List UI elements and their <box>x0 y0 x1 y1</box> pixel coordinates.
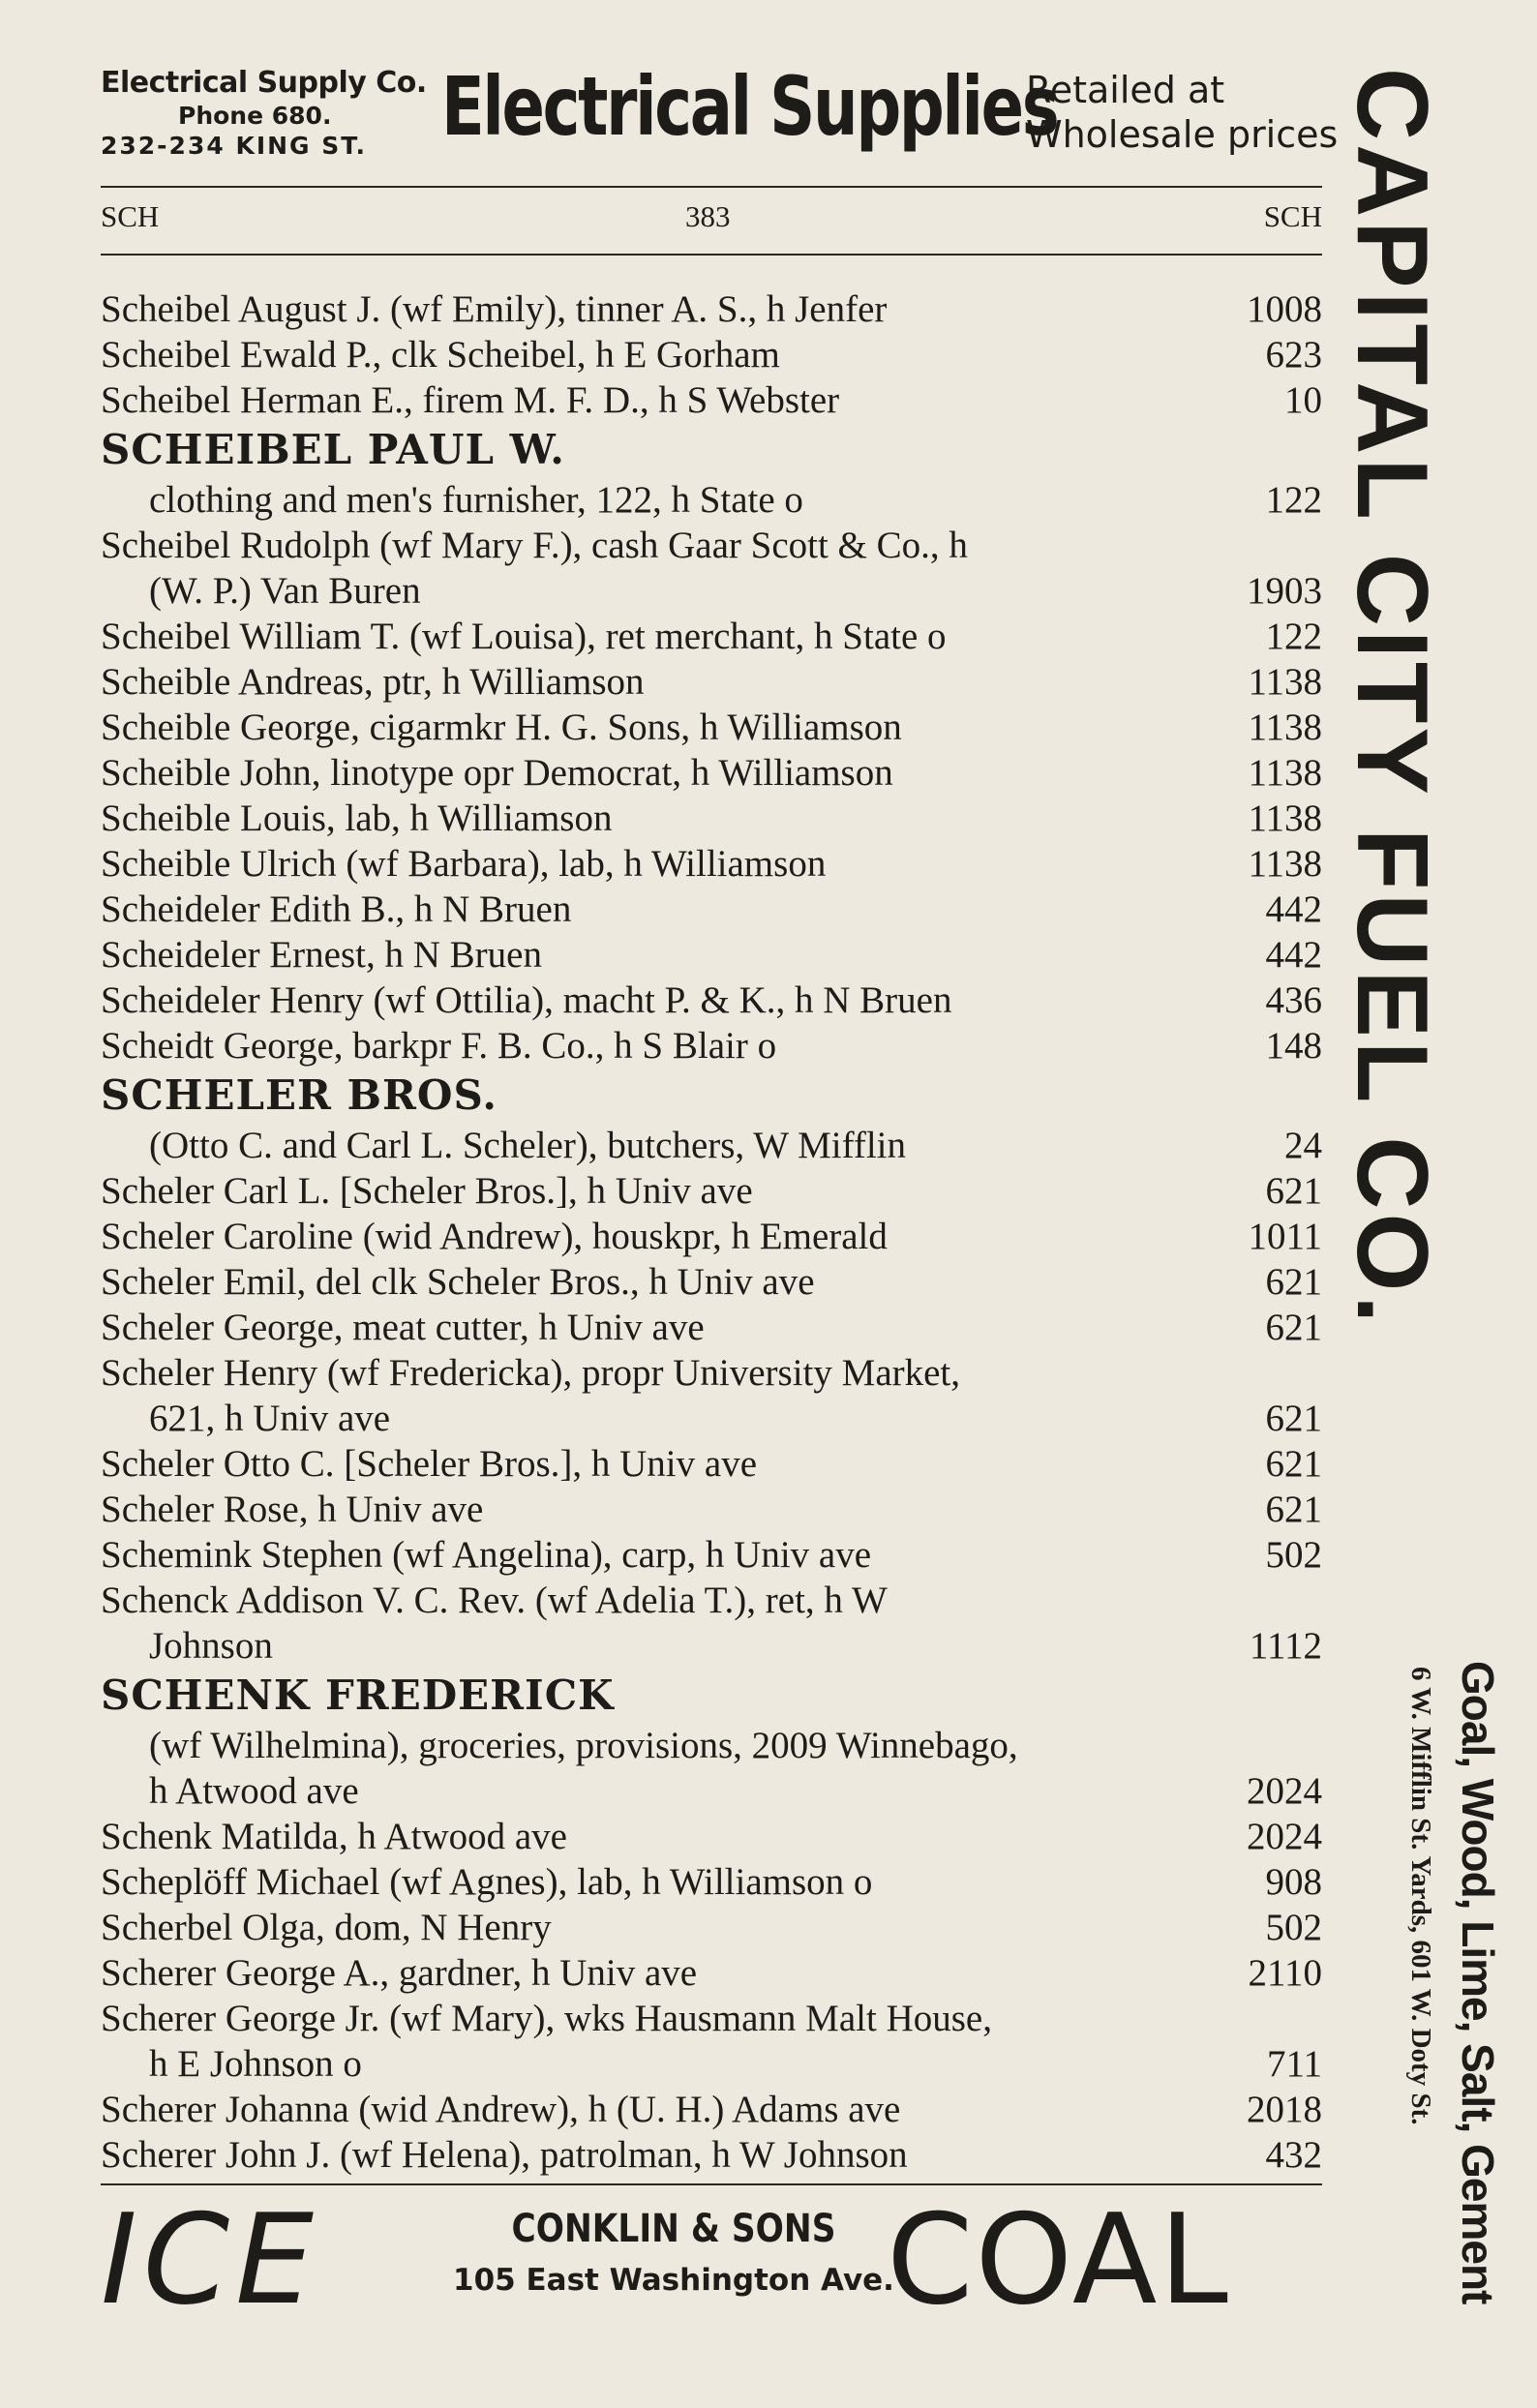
top-rule <box>101 186 1322 188</box>
listing-number: 122 <box>1265 479 1322 521</box>
listing-number: 502 <box>1265 1534 1322 1576</box>
listing-heading <box>101 1069 1322 1123</box>
listing-name: Scherer George Jr. (wf Mary), wks Hausmann Malt House, <box>101 1998 992 2039</box>
listing-name: Scheler George, meat cutter, h Univ ave <box>101 1307 705 1348</box>
listing-name: Schenk Matilda, h Atwood ave <box>101 1816 567 1857</box>
top-ad-headline: Electrical Supplies <box>441 59 1058 154</box>
listing-name: Scheible John, linotype opr Democrat, h Williamson <box>101 752 893 794</box>
listing-name: Scheidt George, barkpr F. B. Co., h S Blair o <box>101 1025 777 1067</box>
listing-name: Scheplöff Michael (wf Agnes), lab, h Williamson o <box>101 1861 873 1903</box>
listing-number: 1903 <box>1247 570 1322 612</box>
listing-number: 1112 <box>1249 1625 1322 1667</box>
listing-name: Scheler Emil, del clk Scheler Bros., h Univ ave <box>101 1261 815 1303</box>
listing-number: 1138 <box>1248 707 1322 748</box>
listing-number: 1138 <box>1248 798 1322 839</box>
listing-number: 2024 <box>1247 1816 1322 1857</box>
listing-row <box>101 1214 1322 1259</box>
listing-name: Scheideler Edith B., h N Bruen <box>101 888 572 930</box>
listing-heading-name: SCHENK FREDERICK <box>101 1671 615 1719</box>
listing-row <box>101 1814 1322 1859</box>
listing-number: 24 <box>1284 1125 1322 1166</box>
listing-name: Johnson <box>149 1625 273 1667</box>
listing-row <box>101 332 1322 377</box>
listing-row <box>101 659 1322 705</box>
listing-name: Scherbel Olga, dom, N Henry <box>101 1907 552 1948</box>
listing-number: 1011 <box>1248 1216 1322 1257</box>
listing-heading-name: SCHELER BROS. <box>101 1071 497 1119</box>
header-rule <box>101 254 1322 256</box>
listing-number: 148 <box>1265 1025 1322 1067</box>
listing-number: 1138 <box>1248 661 1322 703</box>
listing-name: Scherer John J. (wf Helena), patrolman, h W Johnson <box>101 2134 908 2176</box>
listing-name: Scheible Ulrich (wf Barbara), lab, h Williamson <box>101 843 827 885</box>
listing-heading <box>101 1669 1322 1723</box>
listing-number: 122 <box>1265 616 1322 657</box>
listing-name: 621, h Univ ave <box>149 1398 391 1439</box>
listing-row <box>101 477 1322 523</box>
listing-name: (wf Wilhelmina), groceries, provisions, 2009 Winnebago, <box>149 1725 1018 1766</box>
listing-number: 502 <box>1265 1907 1322 1948</box>
listing-row <box>101 2041 1322 2087</box>
listing-number: 621 <box>1265 1489 1322 1530</box>
listing-row <box>101 1441 1322 1487</box>
listing-number: 1138 <box>1248 752 1322 794</box>
listing-row <box>101 1487 1322 1532</box>
listing-name: Scheible Andreas, ptr, h Williamson <box>101 661 645 703</box>
listing-name: Scheler Caroline (wid Andrew), houskpr, h Emerald <box>101 1216 888 1257</box>
listing-row <box>101 1905 1322 1950</box>
directory-listings <box>101 286 1322 2178</box>
listing-number: 908 <box>1265 1861 1322 1903</box>
listing-name: Scheibel Rudolph (wf Mary F.), cash Gaar Scott & Co., h <box>101 525 968 566</box>
top-ad-tagline-2: Wholesale prices <box>1026 113 1339 157</box>
listing-row <box>101 841 1322 887</box>
listing-name: Scheibel Herman E., firem M. F. D., h S Webster <box>101 379 840 421</box>
listing-row <box>101 1723 1322 1768</box>
listing-name: clothing and men's furnisher, 122, h State o <box>149 479 803 521</box>
top-advertisement <box>101 59 1339 178</box>
listing-number: 1008 <box>1247 288 1322 330</box>
listing-name: Scherer George A., gardner, h Univ ave <box>101 1952 698 1994</box>
listing-heading <box>101 423 1322 477</box>
listing-row <box>101 796 1322 841</box>
top-ad-company-block <box>101 66 430 160</box>
listing-number: 621 <box>1265 1170 1322 1212</box>
listing-number: 621 <box>1265 1307 1322 1348</box>
side-advertisement <box>1334 68 1527 2323</box>
listing-row <box>101 1996 1322 2041</box>
listing-number: 432 <box>1265 2134 1322 2176</box>
listing-row <box>101 750 1322 796</box>
listing-name: Scheible George, cigarmkr H. G. Sons, h Williamson <box>101 707 902 748</box>
listing-row <box>101 1950 1322 1996</box>
listing-row <box>101 1578 1322 1623</box>
listing-number: 621 <box>1265 1398 1322 1439</box>
listing-number: 1138 <box>1248 843 1322 885</box>
listing-name: h E Johnson o <box>149 2043 362 2085</box>
listing-row <box>101 2087 1322 2132</box>
listing-row <box>101 568 1322 614</box>
listing-name: Scheideler Ernest, h N Bruen <box>101 934 542 976</box>
running-head <box>101 199 1322 242</box>
listing-row <box>101 286 1322 332</box>
listing-number: 442 <box>1265 934 1322 976</box>
listing-number: 623 <box>1265 334 1322 376</box>
listing-row <box>101 1259 1322 1305</box>
side-ad-company: CAPITAL CITY FUEL CO. <box>1336 68 1448 1328</box>
listing-name: Scheler Carl L. [Scheler Bros.], h Univ ave <box>101 1170 753 1212</box>
listing-name: (W. P.) Van Buren <box>149 570 421 612</box>
listing-row <box>101 887 1322 932</box>
listing-number: 436 <box>1265 979 1322 1021</box>
listing-heading-name: SCHEIBEL PAUL W. <box>101 426 565 473</box>
page-number: 383 <box>685 199 731 233</box>
listing-name: Scheibel August J. (wf Emily), tinner A. S., h Jenfer <box>101 288 888 330</box>
listing-name: Scheler Rose, h Univ ave <box>101 1489 484 1530</box>
listing-row <box>101 1532 1322 1578</box>
listing-row <box>101 978 1322 1023</box>
listing-name: (Otto C. and Carl L. Scheler), butchers, W Mifflin <box>149 1125 907 1166</box>
listing-number: 621 <box>1265 1261 1322 1303</box>
bottom-advertisement <box>101 2188 1330 2333</box>
listing-row <box>101 1305 1322 1350</box>
top-ad-company: Electrical Supply Co. <box>101 66 427 100</box>
listing-row <box>101 2132 1322 2178</box>
listing-number: 2024 <box>1247 1770 1322 1812</box>
listing-row <box>101 1350 1322 1396</box>
running-head-right: SCH <box>1263 199 1322 233</box>
listing-number: 621 <box>1265 1443 1322 1485</box>
listing-name: h Atwood ave <box>149 1770 359 1812</box>
listing-row <box>101 523 1322 568</box>
listing-name: Schenck Addison V. C. Rev. (wf Adelia T.), ret, h W <box>101 1580 888 1621</box>
listing-row <box>101 1859 1322 1905</box>
running-head-left: SCH <box>101 199 160 233</box>
side-ad-products: Goal, Wood, Lime, Salt, Gement <box>1453 1661 1503 2304</box>
listing-row <box>101 1023 1322 1069</box>
top-ad-phone: Phone 680. <box>178 102 332 130</box>
listing-row <box>101 1168 1322 1214</box>
listing-row <box>101 932 1322 978</box>
bottom-ad-coal: COAL <box>887 2188 1230 2333</box>
top-ad-address: 232-234 KING ST. <box>101 132 368 160</box>
listing-row <box>101 1123 1322 1168</box>
listing-name: Scheibel Ewald P., clk Scheibel, h E Gorham <box>101 334 780 376</box>
listing-name: Scheibel William T. (wf Louisa), ret merchant, h State o <box>101 616 947 657</box>
bottom-ad-company-block <box>453 2207 894 2298</box>
listing-number: 10 <box>1284 379 1322 421</box>
listing-name: Scheler Henry (wf Fredericka), propr University Market, <box>101 1352 961 1394</box>
listing-name: Schemink Stephen (wf Angelina), carp, h Univ ave <box>101 1534 872 1576</box>
listing-number: 711 <box>1266 2043 1322 2085</box>
listing-row <box>101 1396 1322 1441</box>
top-ad-tagline-1: Retailed at <box>1026 69 1225 111</box>
listing-name: Scheler Otto C. [Scheler Bros.], h Univ ave <box>101 1443 758 1485</box>
listing-row <box>101 705 1322 750</box>
listing-row <box>101 1768 1322 1814</box>
listing-name: Scherer Johanna (wid Andrew), h (U. H.) Adams ave <box>101 2089 901 2130</box>
listing-row <box>101 614 1322 659</box>
listing-name: Scheideler Henry (wf Ottilia), macht P. & K., h N Bruen <box>101 979 952 1021</box>
bottom-ad-ice: ICE <box>101 2188 319 2333</box>
listing-number: 442 <box>1265 888 1322 930</box>
listing-number: 2018 <box>1247 2089 1322 2130</box>
bottom-ad-address: 105 East Washington Ave. <box>453 2263 894 2298</box>
bottom-ad-company: CONKLIN & SONS <box>511 2207 836 2251</box>
side-ad-address: 6 W. Mifflin St. Yards, 601 W. Doty St. <box>1405 1667 1436 2125</box>
top-ad-tagline <box>1026 68 1338 158</box>
listing-row <box>101 377 1322 423</box>
listing-row <box>101 1623 1322 1669</box>
listing-number: 2110 <box>1248 1952 1322 1994</box>
bottom-rule <box>101 2183 1322 2185</box>
listing-name: Scheible Louis, lab, h Williamson <box>101 798 613 839</box>
